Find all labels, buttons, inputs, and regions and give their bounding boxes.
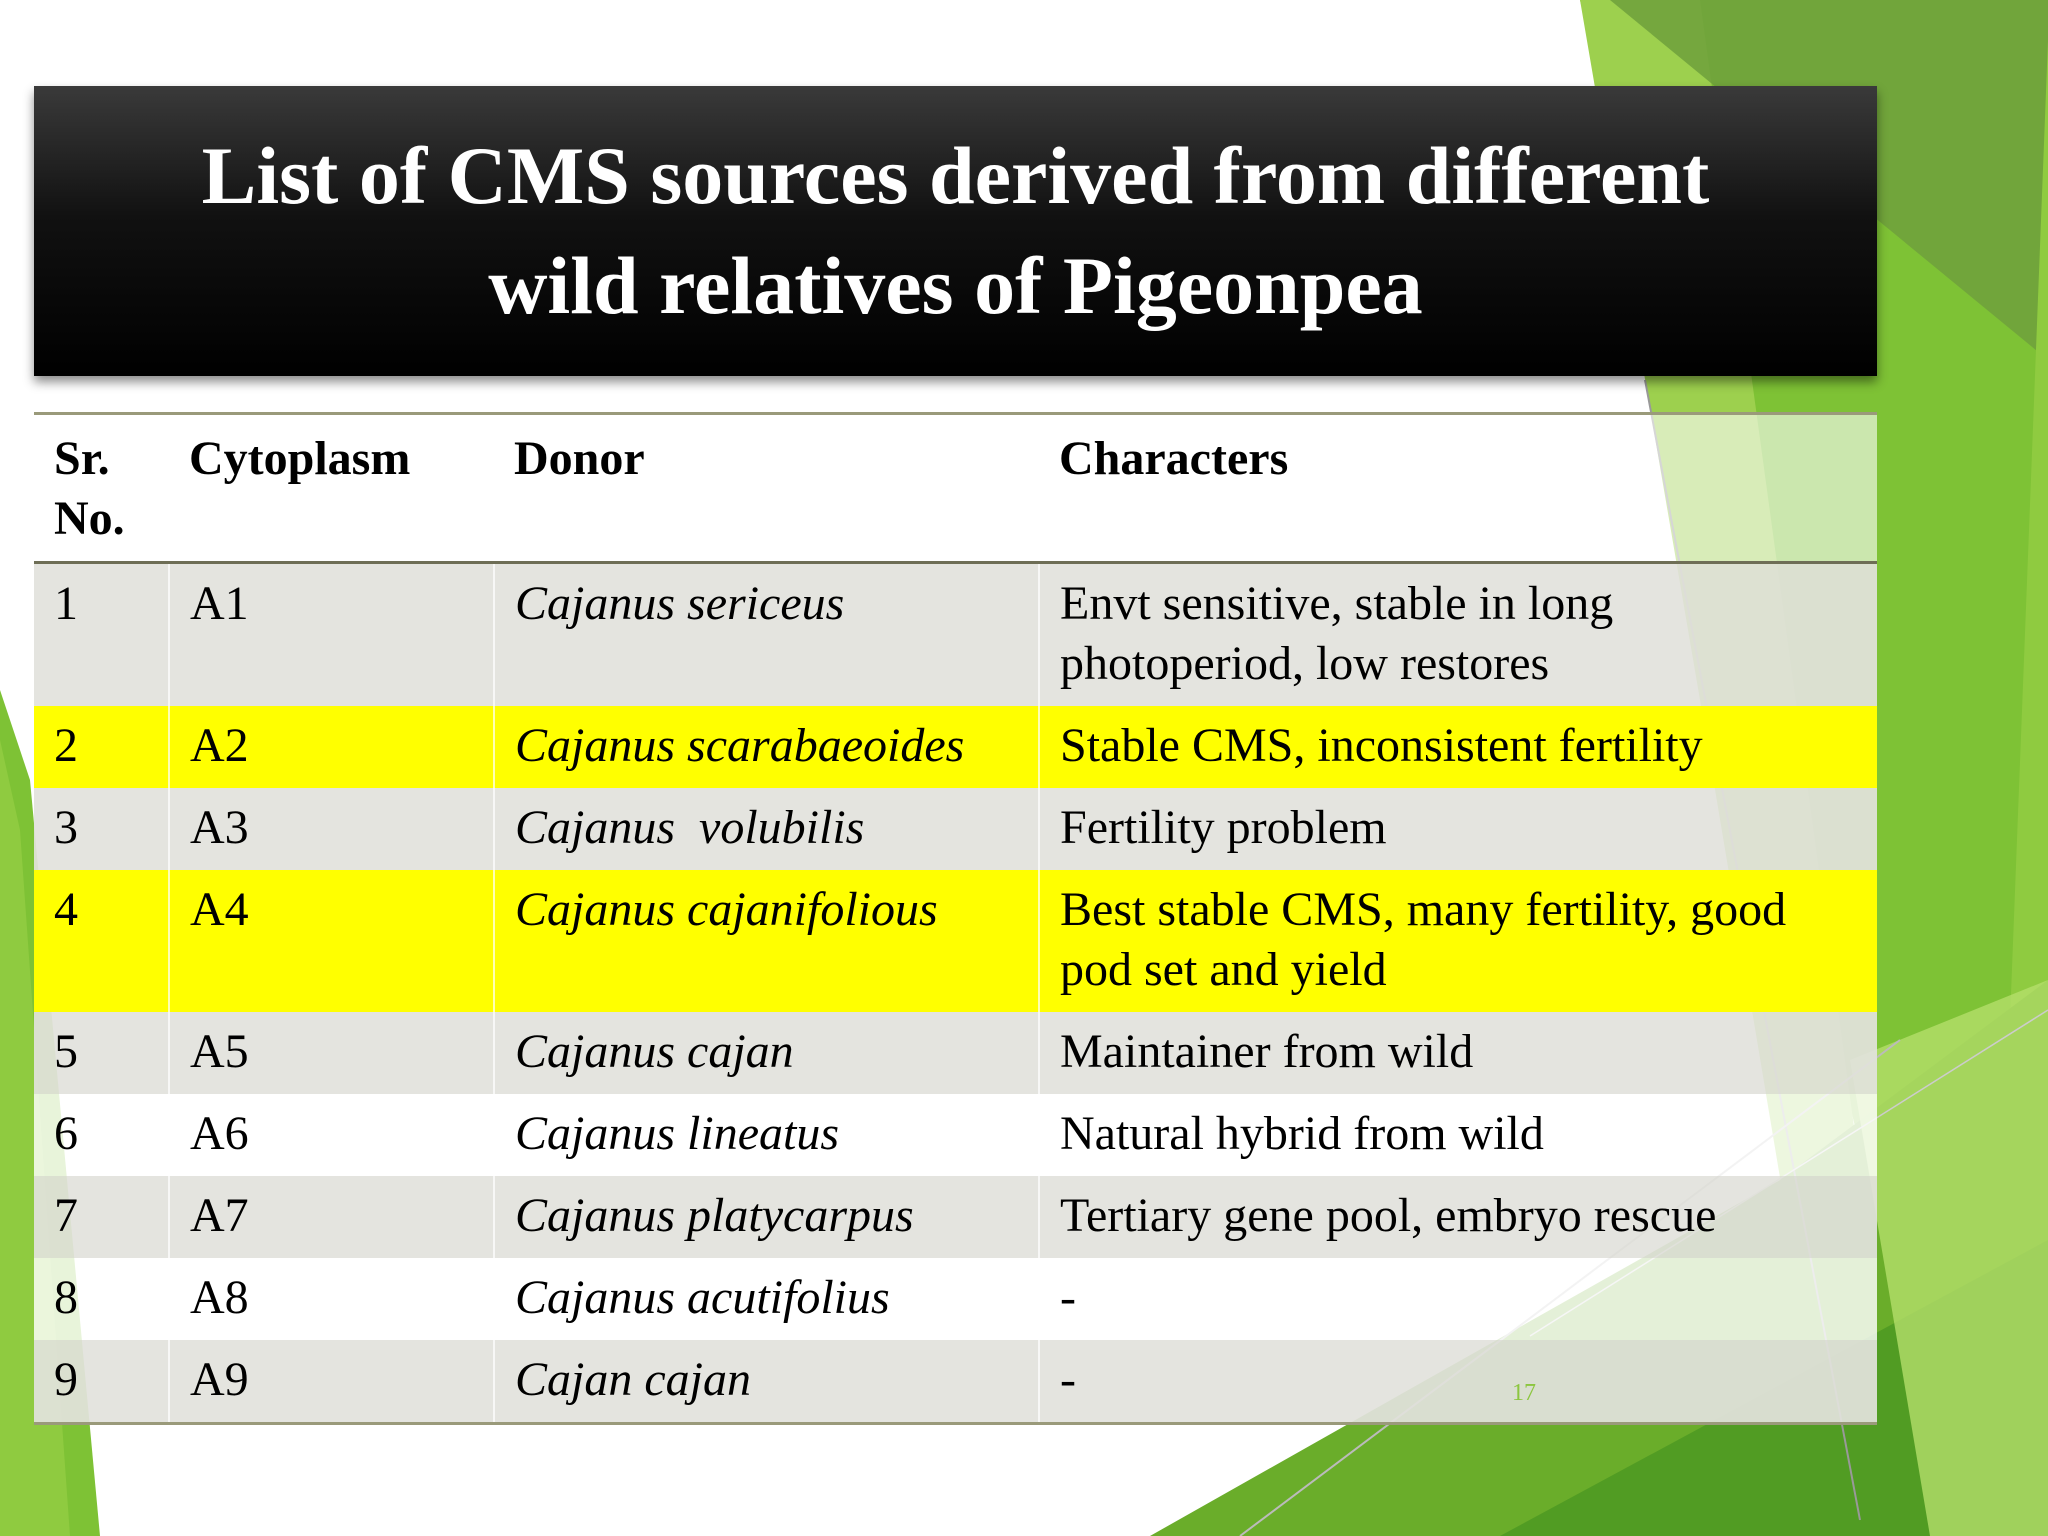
cell-characters: Maintainer from wild (1039, 1012, 1877, 1094)
cell-cytoplasm: A3 (169, 788, 494, 870)
header-characters: Characters (1039, 414, 1877, 563)
cell-donor: Cajanus cajanifolious (494, 870, 1039, 1012)
cell-sr: 6 (34, 1094, 169, 1176)
slide-title (106, 121, 1806, 341)
slide-number: 17 (1512, 1380, 1536, 1406)
header-cytoplasm: Cytoplasm (169, 414, 494, 563)
cell-sr: 1 (34, 563, 169, 707)
cell-characters: Envt sensitive, stable in long photoperiod, low restores (1039, 563, 1877, 707)
cell-cytoplasm: A6 (169, 1094, 494, 1176)
cell-donor: Cajanus platycarpus (494, 1176, 1039, 1258)
cell-characters: Natural hybrid from wild (1039, 1094, 1877, 1176)
cell-sr: 3 (34, 788, 169, 870)
cell-sr: 2 (34, 706, 169, 788)
cell-cytoplasm: A2 (169, 706, 494, 788)
cell-cytoplasm: A1 (169, 563, 494, 707)
cell-donor: Cajanus scarabaeoides (494, 706, 1039, 788)
cell-cytoplasm: A8 (169, 1258, 494, 1340)
cell-sr: 4 (34, 870, 169, 1012)
cell-donor: Cajanus sericeus (494, 563, 1039, 707)
cell-sr: 5 (34, 1012, 169, 1094)
table-row-highlighted (34, 870, 1877, 1012)
cell-donor: Cajanus cajan (494, 1012, 1039, 1094)
cell-cytoplasm: A9 (169, 1340, 494, 1424)
cell-characters: - (1039, 1258, 1877, 1340)
cell-donor: Cajanus acutifolius (494, 1258, 1039, 1340)
table-header-row (34, 414, 1877, 563)
table-row (34, 788, 1877, 870)
cell-donor: Cajanus lineatus (494, 1094, 1039, 1176)
title-line-2: wild relatives of Pigeonpea (488, 240, 1423, 331)
table-row-highlighted (34, 706, 1877, 788)
cell-cytoplasm: A4 (169, 870, 494, 1012)
cell-cytoplasm: A7 (169, 1176, 494, 1258)
table-row (34, 1176, 1877, 1258)
cell-sr: 7 (34, 1176, 169, 1258)
cell-characters: Stable CMS, inconsistent fertility (1039, 706, 1877, 788)
header-sr-no: Sr. No. (34, 414, 169, 563)
cms-sources-table (34, 412, 1877, 1425)
header-donor: Donor (494, 414, 1039, 563)
cell-characters: - (1039, 1340, 1877, 1424)
cell-donor: Cajan cajan (494, 1340, 1039, 1424)
cell-cytoplasm: A5 (169, 1012, 494, 1094)
table-row (34, 1012, 1877, 1094)
cell-donor: Cajanus volubilis (494, 788, 1039, 870)
title-line-1: List of CMS sources derived from different (201, 130, 1710, 221)
cell-characters: Fertility problem (1039, 788, 1877, 870)
table-row (34, 563, 1877, 707)
cell-characters: Tertiary gene pool, embryo rescue (1039, 1176, 1877, 1258)
cell-characters: Best stable CMS, many fertility, good pod set and yield (1039, 870, 1877, 1012)
table-row (34, 1340, 1877, 1424)
cell-sr: 8 (34, 1258, 169, 1340)
cell-sr: 9 (34, 1340, 169, 1424)
table-row (34, 1094, 1877, 1176)
table-row (34, 1258, 1877, 1340)
title-banner (34, 86, 1877, 376)
